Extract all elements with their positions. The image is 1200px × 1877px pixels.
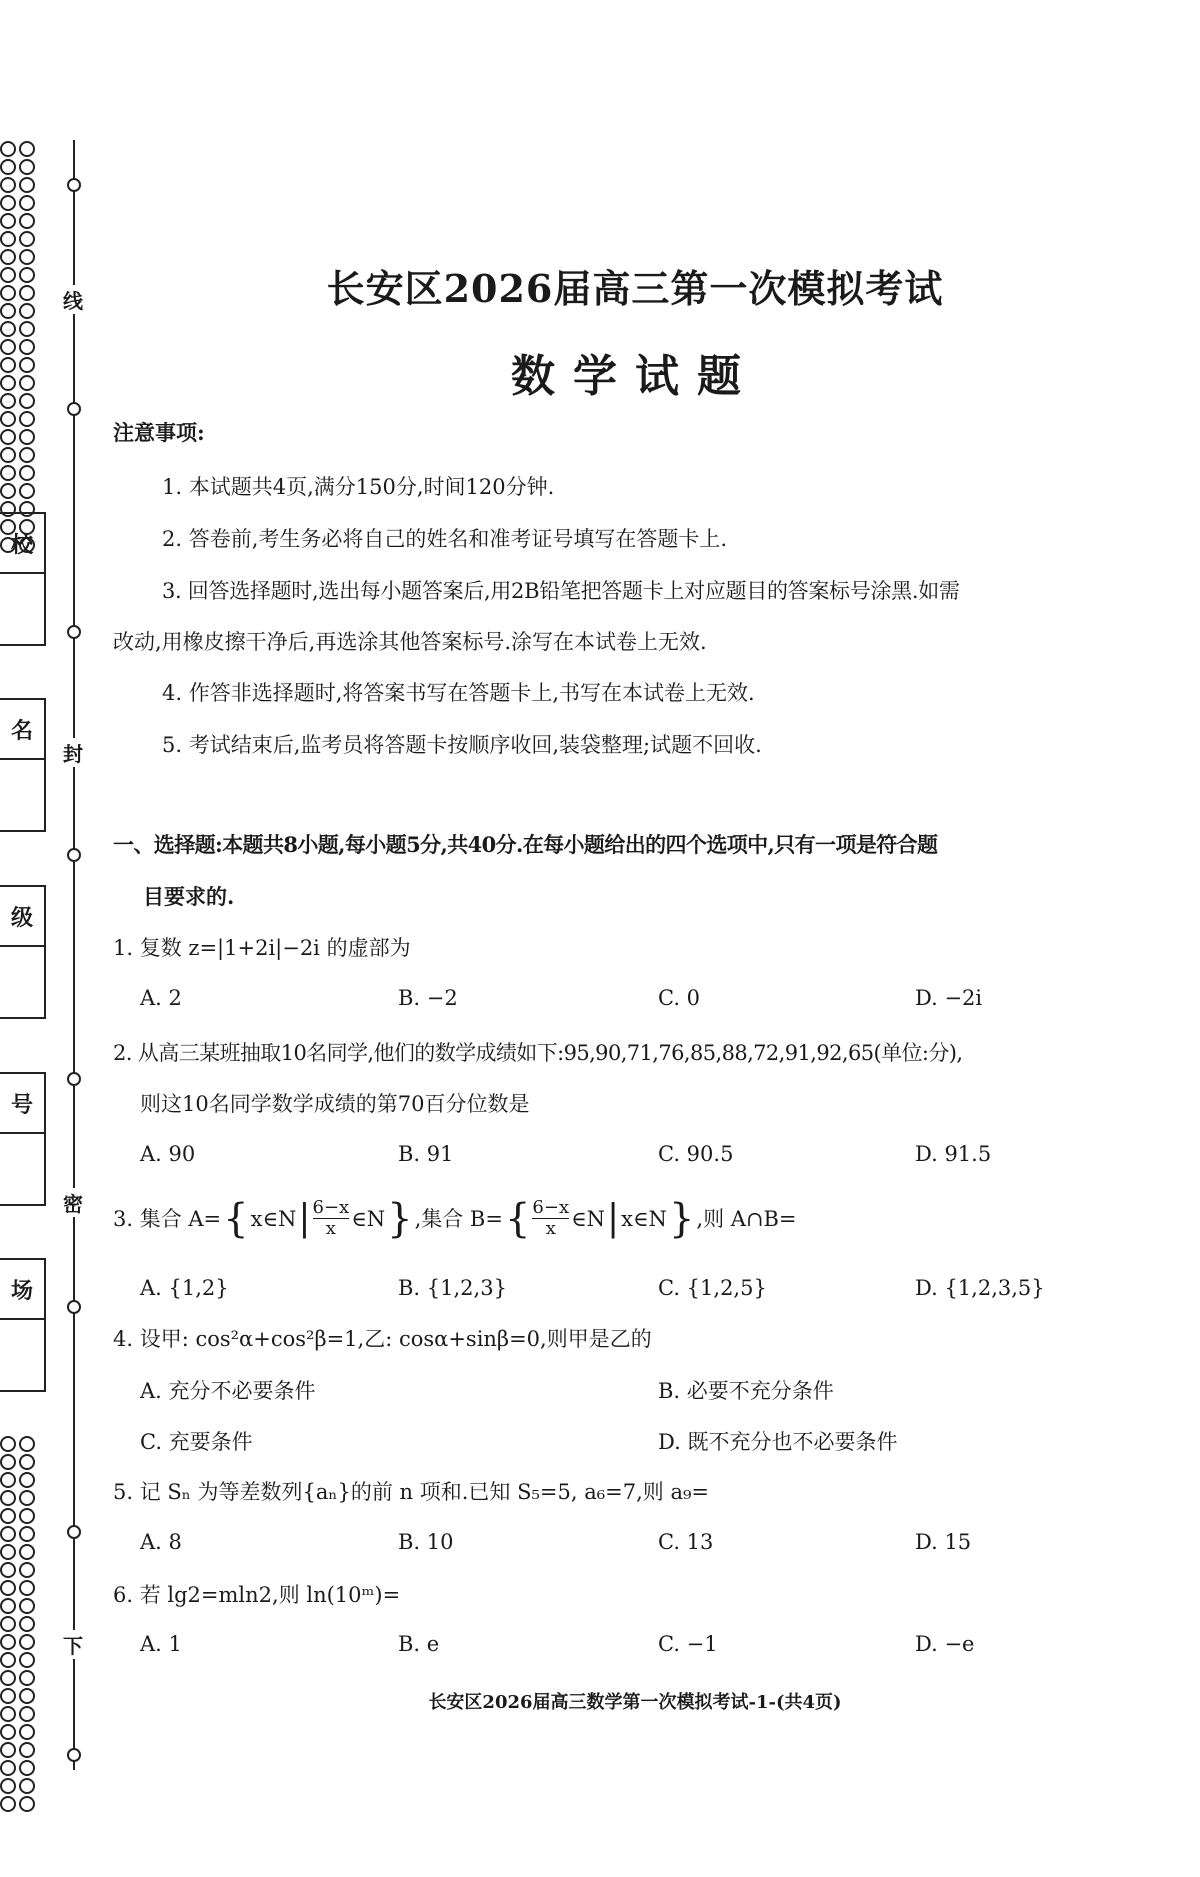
binding-dot: [67, 625, 81, 639]
field-number[interactable]: [0, 1072, 46, 1206]
binding-circle: [0, 1688, 16, 1704]
binding-circle-row: [0, 428, 40, 446]
binding-circle: [19, 1472, 35, 1488]
q2-option-a[interactable]: A. 90: [140, 1142, 196, 1166]
binding-circle: [19, 1544, 35, 1560]
question-2-stem-cont: 则这10名同学数学成绩的第70百分位数是: [140, 1092, 530, 1116]
binding-circle: [19, 231, 35, 247]
binding-circle: [19, 447, 35, 463]
bar: |: [298, 1197, 311, 1239]
binding-circle-row: [0, 320, 40, 338]
binding-circle: [19, 159, 35, 175]
binding-circle-row: [0, 1633, 40, 1651]
question-4-stem: 4. 设甲: cos²α+cos²β=1,乙: cosα+sinβ=0,则甲是乙的: [113, 1327, 652, 1351]
q3-a-right: ∈N: [351, 1206, 386, 1231]
binding-circle: [0, 1526, 16, 1542]
binding-circle: [19, 1562, 35, 1578]
binding-circles-top: [0, 140, 40, 554]
binding-circle-row: [0, 1669, 40, 1687]
binding-circle-row: [0, 140, 40, 158]
binding-circle-row: [0, 1723, 40, 1741]
binding-circles-bottom: [0, 1435, 40, 1813]
binding-circle-row: [0, 1759, 40, 1777]
section-heading: 一、选择题:本题共8小题,每小题5分,共40分.在每小题给出的四个选项中,只有一项是符合题: [113, 832, 938, 857]
binding-dot: [67, 402, 81, 416]
binding-circle: [19, 1742, 35, 1758]
binding-dot: [67, 178, 81, 192]
binding-circle: [19, 1706, 35, 1722]
binding-dot: [67, 1072, 81, 1086]
binding-circle-row: [0, 230, 40, 248]
q3-a-fraction: [313, 1198, 350, 1239]
section-heading-cont: 目要求的.: [143, 884, 235, 909]
binding-dot: [67, 1748, 81, 1762]
field-class[interactable]: [0, 885, 46, 1019]
q5-option-a[interactable]: A. 8: [140, 1530, 182, 1554]
q1-option-d[interactable]: D. −2i: [915, 986, 983, 1010]
note-item: 2. 答卷前,考生务必将自己的姓名和准考证号填写在答题卡上.: [162, 527, 728, 551]
binding-circle: [0, 1454, 16, 1470]
binding-circle: [0, 447, 16, 463]
binding-circle-row: [0, 1795, 40, 1813]
q4-option-d[interactable]: D. 既不充分也不必要条件: [658, 1430, 898, 1454]
binding-circle: [19, 177, 35, 193]
brace-left: {: [223, 1195, 249, 1242]
binding-circle: [19, 303, 35, 319]
binding-circle: [0, 1742, 16, 1758]
binding-circle: [19, 1634, 35, 1650]
field-room[interactable]: [0, 1258, 46, 1392]
binding-circle: [0, 267, 16, 283]
q4-option-b[interactable]: B. 必要不充分条件: [658, 1379, 834, 1403]
q3-option-b[interactable]: B. {1,2,3}: [398, 1276, 507, 1300]
q3-a-left: x∈N: [250, 1206, 297, 1231]
binding-circle: [19, 1436, 35, 1452]
binding-circle-row: [0, 194, 40, 212]
q3-b-left: ∈N: [571, 1206, 606, 1231]
binding-circle: [0, 1490, 16, 1506]
brace-right: }: [668, 1195, 695, 1242]
binding-circle: [19, 1490, 35, 1506]
binding-circle-row: [0, 266, 40, 284]
q6-option-d[interactable]: D. −e: [915, 1632, 975, 1656]
q1-option-a[interactable]: A. 2: [140, 986, 182, 1010]
binding-dot: [67, 1525, 81, 1539]
binding-circle: [0, 1562, 16, 1578]
note-item: 3. 回答选择题时,选出每小题答案后,用2B铅笔把答题卡上对应题目的答案标号涂黑.如需: [162, 579, 960, 603]
binding-circle: [19, 339, 35, 355]
binding-circle: [0, 285, 16, 301]
binding-circle-row: [0, 410, 40, 428]
binding-circle-row: [0, 1579, 40, 1597]
binding-circle: [19, 429, 35, 445]
question-3-stem: [113, 1195, 797, 1242]
brace-left: {: [504, 1195, 531, 1242]
binding-circle-row: [0, 1597, 40, 1615]
q3-option-c[interactable]: C. {1,2,5}: [658, 1276, 767, 1300]
binding-circle: [0, 429, 16, 445]
binding-circle: [0, 1760, 16, 1776]
binding-circle-row: [0, 1687, 40, 1705]
binding-circle: [0, 303, 16, 319]
binding-circle: [0, 1616, 16, 1632]
exam-title: 长安区2026届高三第一次模拟考试: [326, 266, 944, 311]
binding-circle-row: [0, 1489, 40, 1507]
field-label: 级: [0, 887, 44, 947]
q2-option-c[interactable]: C. 90.5: [658, 1142, 734, 1166]
binding-circle: [19, 1580, 35, 1596]
binding-circle-row: [0, 1651, 40, 1669]
binding-circle: [19, 483, 35, 499]
q3-b-den: x: [545, 1218, 556, 1239]
binding-circle-row: [0, 374, 40, 392]
q3-prefix: 3. 集合 A=: [113, 1206, 222, 1231]
binding-char-feng: 封: [63, 738, 83, 767]
question-6-stem: 6. 若 lg2=mln2,则 ln(10ᵐ)=: [113, 1583, 401, 1607]
note-item: 4. 作答非选择题时,将答案书写在答题卡上,书写在本试卷上无效.: [162, 681, 755, 705]
binding-circle: [0, 375, 16, 391]
binding-char-xian: 线: [63, 285, 83, 314]
field-label: 场: [0, 1260, 44, 1320]
binding-circle-row: [0, 356, 40, 374]
binding-circle: [0, 1724, 16, 1740]
binding-circle: [0, 465, 16, 481]
q2-option-b[interactable]: B. 91: [398, 1142, 454, 1166]
note-item: 1. 本试题共4页,满分150分,时间120分钟.: [162, 475, 555, 499]
binding-circle-row: [0, 338, 40, 356]
binding-circle: [0, 1634, 16, 1650]
binding-circle: [19, 375, 35, 391]
binding-circle: [19, 195, 35, 211]
binding-circle-row: [0, 212, 40, 230]
binding-circle: [19, 285, 35, 301]
q2-option-d[interactable]: D. 91.5: [915, 1142, 992, 1166]
binding-circle: [0, 177, 16, 193]
binding-circle-row: [0, 158, 40, 176]
field-name[interactable]: [0, 698, 46, 832]
note-item: 5. 考试结束后,监考员将答题卡按顺序收回,装袋整理;试题不回收.: [162, 733, 762, 757]
q6-option-c[interactable]: C. −1: [658, 1632, 718, 1656]
binding-circle: [19, 267, 35, 283]
bar: |: [607, 1197, 620, 1239]
binding-circle: [19, 393, 35, 409]
binding-circle: [0, 1508, 16, 1524]
binding-circle-row: [0, 176, 40, 194]
binding-circle: [19, 1688, 35, 1704]
binding-dot: [67, 1300, 81, 1314]
binding-circle: [19, 141, 35, 157]
question-5-stem: 5. 记 Sₙ 为等差数列{aₙ}的前 n 项和.已知 S₅=5, a₆=7,则 a₉=: [113, 1480, 709, 1504]
page-footer: 长安区2026届高三数学第一次模拟考试-1-(共4页): [428, 1692, 842, 1713]
binding-circle: [0, 321, 16, 337]
q1-option-c[interactable]: C. 0: [658, 986, 701, 1010]
exam-subtitle: 数学试题: [511, 351, 759, 402]
q5-option-c[interactable]: C. 13: [658, 1530, 714, 1554]
binding-circle: [0, 483, 16, 499]
binding-char-mi: 密: [63, 1188, 83, 1217]
binding-circle: [19, 357, 35, 373]
q4-option-a[interactable]: A. 充分不必要条件: [140, 1379, 316, 1403]
q5-option-d[interactable]: D. 15: [915, 1530, 972, 1554]
binding-circle: [19, 1670, 35, 1686]
binding-circle: [19, 1796, 35, 1812]
binding-circle: [0, 1472, 16, 1488]
binding-circle: [0, 1778, 16, 1794]
binding-circle: [19, 1652, 35, 1668]
binding-circle: [0, 411, 16, 427]
binding-circle: [0, 231, 16, 247]
q6-option-a[interactable]: A. 1: [140, 1632, 182, 1656]
binding-circle: [0, 1670, 16, 1686]
binding-circle-row: [0, 1561, 40, 1579]
binding-char-xia: 下: [63, 1630, 83, 1659]
binding-circle-row: [0, 1453, 40, 1471]
binding-circle-row: [0, 1525, 40, 1543]
binding-circle: [0, 393, 16, 409]
binding-dot: [67, 848, 81, 862]
q3-mid: ,集合 B=: [414, 1206, 503, 1231]
binding-circle: [0, 1652, 16, 1668]
q3-option-d[interactable]: D. {1,2,3,5}: [915, 1276, 1045, 1300]
binding-circle: [0, 249, 16, 265]
q3-b-right: x∈N: [621, 1206, 667, 1231]
binding-circle-row: [0, 482, 40, 500]
binding-circle-row: [0, 1741, 40, 1759]
q1-option-b[interactable]: B. −2: [398, 986, 458, 1010]
binding-circle: [19, 1778, 35, 1794]
binding-circle: [19, 1454, 35, 1470]
q3-suffix: ,则 A∩B=: [696, 1206, 797, 1231]
binding-circle: [0, 1544, 16, 1560]
binding-circle-row: [0, 1435, 40, 1453]
q3-option-a[interactable]: A. {1,2}: [140, 1276, 229, 1300]
binding-circle-row: [0, 392, 40, 410]
binding-circle: [19, 249, 35, 265]
binding-circle: [19, 1724, 35, 1740]
binding-circle: [0, 1796, 16, 1812]
binding-circle: [0, 1706, 16, 1722]
binding-circle: [0, 1580, 16, 1596]
field-label: 号: [0, 1074, 44, 1134]
binding-circle: [19, 465, 35, 481]
binding-circle: [19, 321, 35, 337]
binding-circle: [19, 1760, 35, 1776]
binding-circle: [0, 195, 16, 211]
binding-circle-row: [0, 1705, 40, 1723]
binding-circle: [0, 159, 16, 175]
binding-circle: [19, 1598, 35, 1614]
q3-b-num: 6−x: [532, 1197, 570, 1218]
binding-circle: [19, 1526, 35, 1542]
binding-circle-row: [0, 464, 40, 482]
q3-a-den: x: [325, 1218, 336, 1239]
q6-option-b[interactable]: B. e: [398, 1632, 440, 1656]
binding-circle-row: [0, 1507, 40, 1525]
binding-circle: [0, 357, 16, 373]
field-label: 校: [0, 514, 44, 574]
q3-a-num: 6−x: [312, 1197, 350, 1218]
binding-circle-row: [0, 446, 40, 464]
field-school[interactable]: [0, 512, 46, 646]
binding-circle: [19, 411, 35, 427]
note-item: 改动,用橡皮擦干净后,再选涂其他答案标号.涂写在本试卷上无效.: [113, 630, 707, 654]
binding-circle: [0, 1436, 16, 1452]
binding-circle: [0, 339, 16, 355]
binding-circle: [0, 213, 16, 229]
q3-b-fraction: [532, 1198, 569, 1239]
q5-option-b[interactable]: B. 10: [398, 1530, 454, 1554]
binding-circle-row: [0, 1615, 40, 1633]
binding-circle-row: [0, 284, 40, 302]
q4-option-c[interactable]: C. 充要条件: [140, 1430, 253, 1454]
binding-circle-row: [0, 248, 40, 266]
binding-circle: [19, 1508, 35, 1524]
binding-circle: [19, 1616, 35, 1632]
binding-circle-row: [0, 1543, 40, 1561]
binding-circle-row: [0, 1777, 40, 1795]
field-label: 名: [0, 700, 44, 760]
question-1-stem: 1. 复数 z=|1+2i|−2i 的虚部为: [113, 936, 411, 960]
binding-circle: [0, 141, 16, 157]
binding-circle-row: [0, 1471, 40, 1489]
binding-circle: [19, 213, 35, 229]
binding-circle-row: [0, 302, 40, 320]
question-2-stem: 2. 从高三某班抽取10名同学,他们的数学成绩如下:95,90,71,76,85,88,72,91,92,65(单位:分),: [113, 1041, 963, 1065]
notes-heading: 注意事项:: [113, 420, 205, 445]
brace-right: }: [387, 1195, 413, 1242]
binding-circle: [0, 1598, 16, 1614]
